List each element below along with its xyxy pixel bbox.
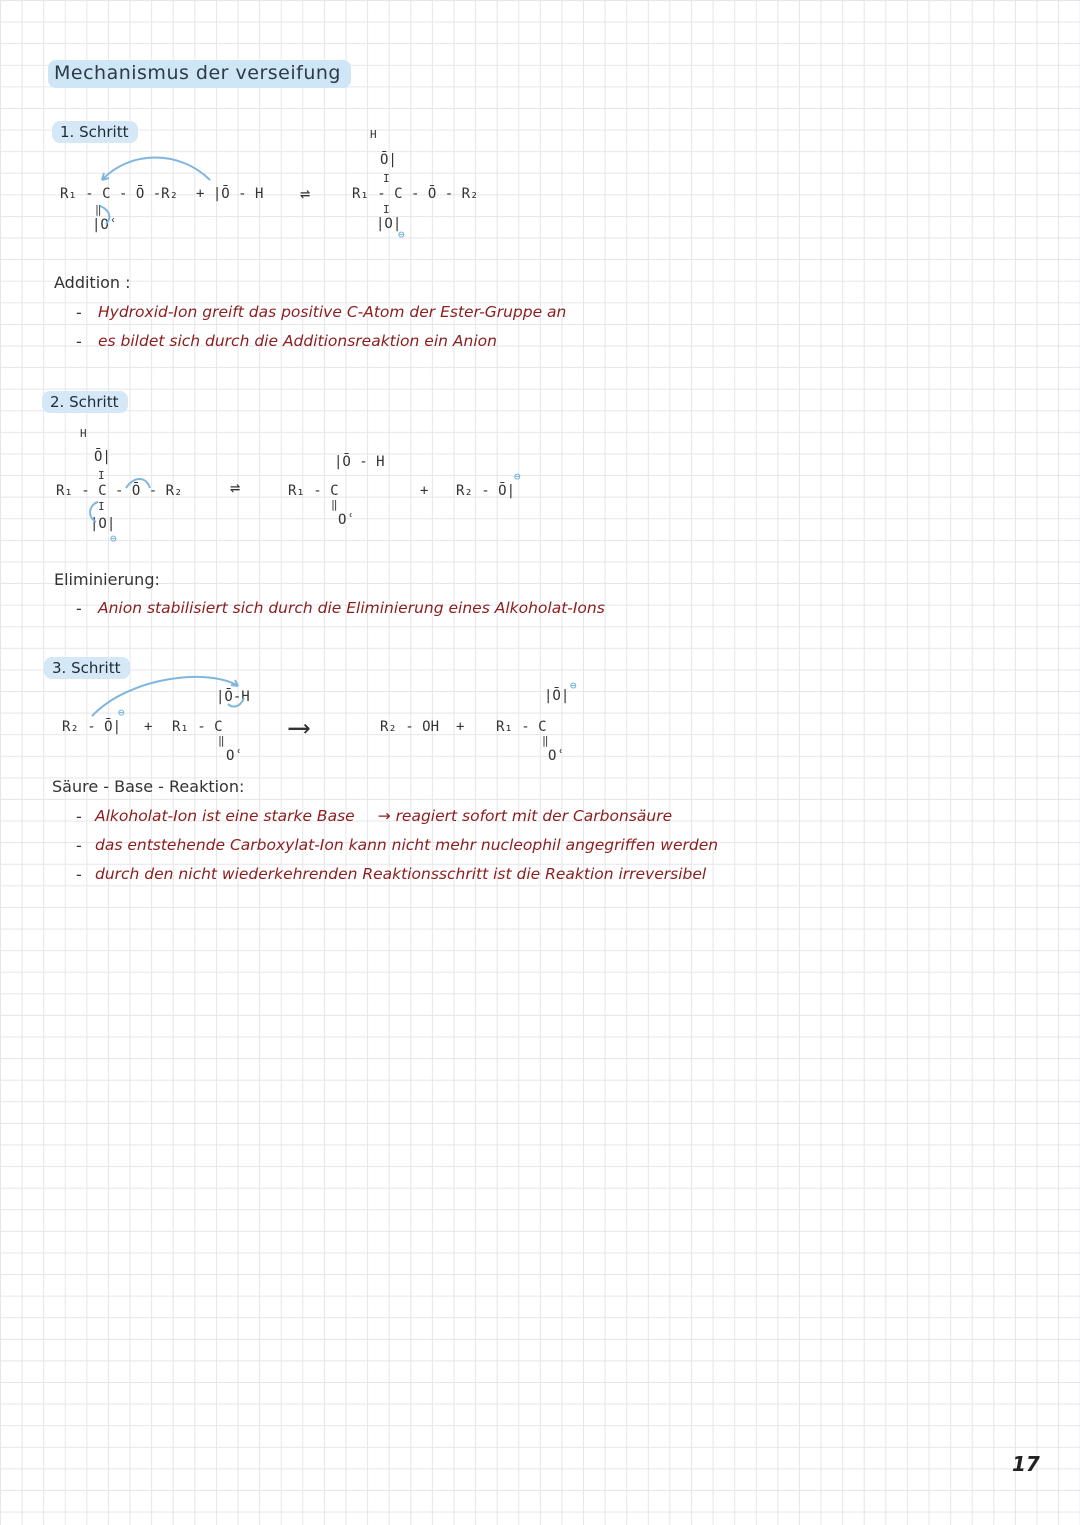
step1-carbonyl-bond: ‖ bbox=[95, 203, 102, 216]
step3-acid-oh: |Ō-H bbox=[216, 689, 250, 705]
step3-bullet-1-tail: reagiert sofort mit der Carbonsäure bbox=[395, 807, 673, 825]
step3-dash-1: - bbox=[76, 807, 82, 826]
step2-alkoholat-charge: ⊖ bbox=[514, 470, 521, 483]
step2-acid-r: R₁ - C bbox=[288, 483, 339, 499]
step1-prod-o-top: Ō| bbox=[380, 152, 397, 168]
page-number: 17 bbox=[1012, 1452, 1040, 1476]
step2-equilibrium-arrow: ⇌ bbox=[230, 478, 241, 498]
step1-prod-bond-bottom: I bbox=[383, 203, 390, 216]
step1-bullet-2: es bildet sich durch die Additionsreaktion ein Anion bbox=[98, 332, 497, 350]
step1-equilibrium-arrow: ⇌ bbox=[300, 184, 311, 204]
step3-carboxylate-bond: ‖ bbox=[542, 734, 549, 747]
step3-plus: + bbox=[144, 719, 153, 735]
step3-bullet-3: durch den nicht wiederkehrenden Reaktionsschritt ist die Reaktion irreversibel bbox=[95, 865, 707, 883]
step1-heading: Addition : bbox=[54, 273, 131, 292]
step2-heading: Eliminierung: bbox=[54, 570, 160, 589]
step1-dash-1: - bbox=[76, 303, 82, 322]
step1-attack-arrow bbox=[102, 158, 210, 181]
step1-hydroxide: + |Ō - H bbox=[196, 186, 264, 202]
step2-bond-bottom: I bbox=[98, 500, 105, 513]
step2-h: H bbox=[80, 427, 87, 440]
step1-carbonyl-o: |Oʿ bbox=[92, 217, 118, 233]
step1-prod-chain: R₁ - C - Ō - R₂ bbox=[352, 186, 479, 202]
step2-elimination-arrow bbox=[126, 479, 150, 488]
step3-proton-arrow bbox=[92, 677, 238, 716]
step2-acid-o: Oʿ bbox=[338, 512, 355, 528]
step3-carboxylate-charge: ⊖ bbox=[570, 679, 577, 692]
step1-negative-charge: ⊖ bbox=[398, 228, 405, 241]
step3-carboxylate-o-top: |Ō| bbox=[544, 688, 570, 704]
step3-bullet-2: das entstehende Carboxylat-Ion kann nicht mehr nucleophil angegriffen werden bbox=[95, 836, 719, 854]
step3-bullet-1-arrow: → bbox=[377, 807, 391, 825]
step2-bond-top: I bbox=[98, 469, 105, 482]
step3-oh-arrow bbox=[228, 698, 244, 706]
step2-plus: + bbox=[420, 483, 429, 499]
step3-dash-2: - bbox=[76, 836, 82, 855]
step3-acid-o: Oʿ bbox=[226, 748, 243, 764]
step1-reactant: R₁ - C - Ō -R₂ bbox=[60, 186, 179, 202]
step-3-label: 3. Schritt bbox=[44, 657, 130, 679]
step2-dash-1: - bbox=[76, 599, 82, 618]
step3-carboxylate-o: Oʿ bbox=[548, 748, 565, 764]
step1-prod-o-bottom: |O| bbox=[376, 216, 402, 232]
step-2-label: 2. Schritt bbox=[42, 391, 128, 413]
step1-dash-2: - bbox=[76, 332, 82, 351]
step2-acid-bond: ‖ bbox=[331, 498, 338, 511]
step1-prod-h: H bbox=[370, 128, 377, 141]
step3-alkoholat-charge: ⊖ bbox=[118, 706, 125, 719]
step3-acid-r: R₁ - C bbox=[172, 719, 223, 735]
step2-negative-charge: ⊖ bbox=[110, 532, 117, 545]
step3-alkoholat: R₂ - Ō| bbox=[62, 719, 122, 735]
step2-alkoholat: R₂ - Ō| bbox=[456, 483, 516, 499]
step1-prod-bond-top: I bbox=[383, 172, 390, 185]
step2-charge-arrow bbox=[90, 502, 98, 522]
step3-alcohol: R₂ - OH bbox=[380, 719, 440, 735]
step2-o-bottom: |O| bbox=[90, 516, 116, 532]
step2-bullet-1: Anion stabilisiert sich durch die Eliminierung eines Alkoholat-Ions bbox=[98, 599, 605, 617]
step-1-label: 1. Schritt bbox=[52, 121, 138, 143]
step2-acid-oh: |Ō - H bbox=[334, 454, 385, 470]
step3-heading: Säure - Base - Reaktion: bbox=[52, 777, 245, 796]
page-title: Mechanismus der verseifung bbox=[48, 60, 351, 88]
step2-o-top: Ō| bbox=[94, 449, 111, 465]
step1-pi-arrow bbox=[100, 206, 109, 224]
step3-reaction-arrow: ⟶ bbox=[290, 710, 309, 745]
step1-bullet-1: Hydroxid-Ion greift das positive C-Atom der Ester-Gruppe an bbox=[98, 303, 567, 321]
step3-acid-bond: ‖ bbox=[218, 734, 225, 747]
step3-plus-2: + bbox=[456, 719, 465, 735]
step3-bullet-1: Alkoholat-Ion ist eine starke Base bbox=[95, 807, 355, 825]
step3-carboxylate-r: R₁ - C bbox=[496, 719, 547, 735]
step3-dash-3: - bbox=[76, 865, 82, 884]
step2-chain: R₁ - C - Ō - R₂ bbox=[56, 483, 183, 499]
